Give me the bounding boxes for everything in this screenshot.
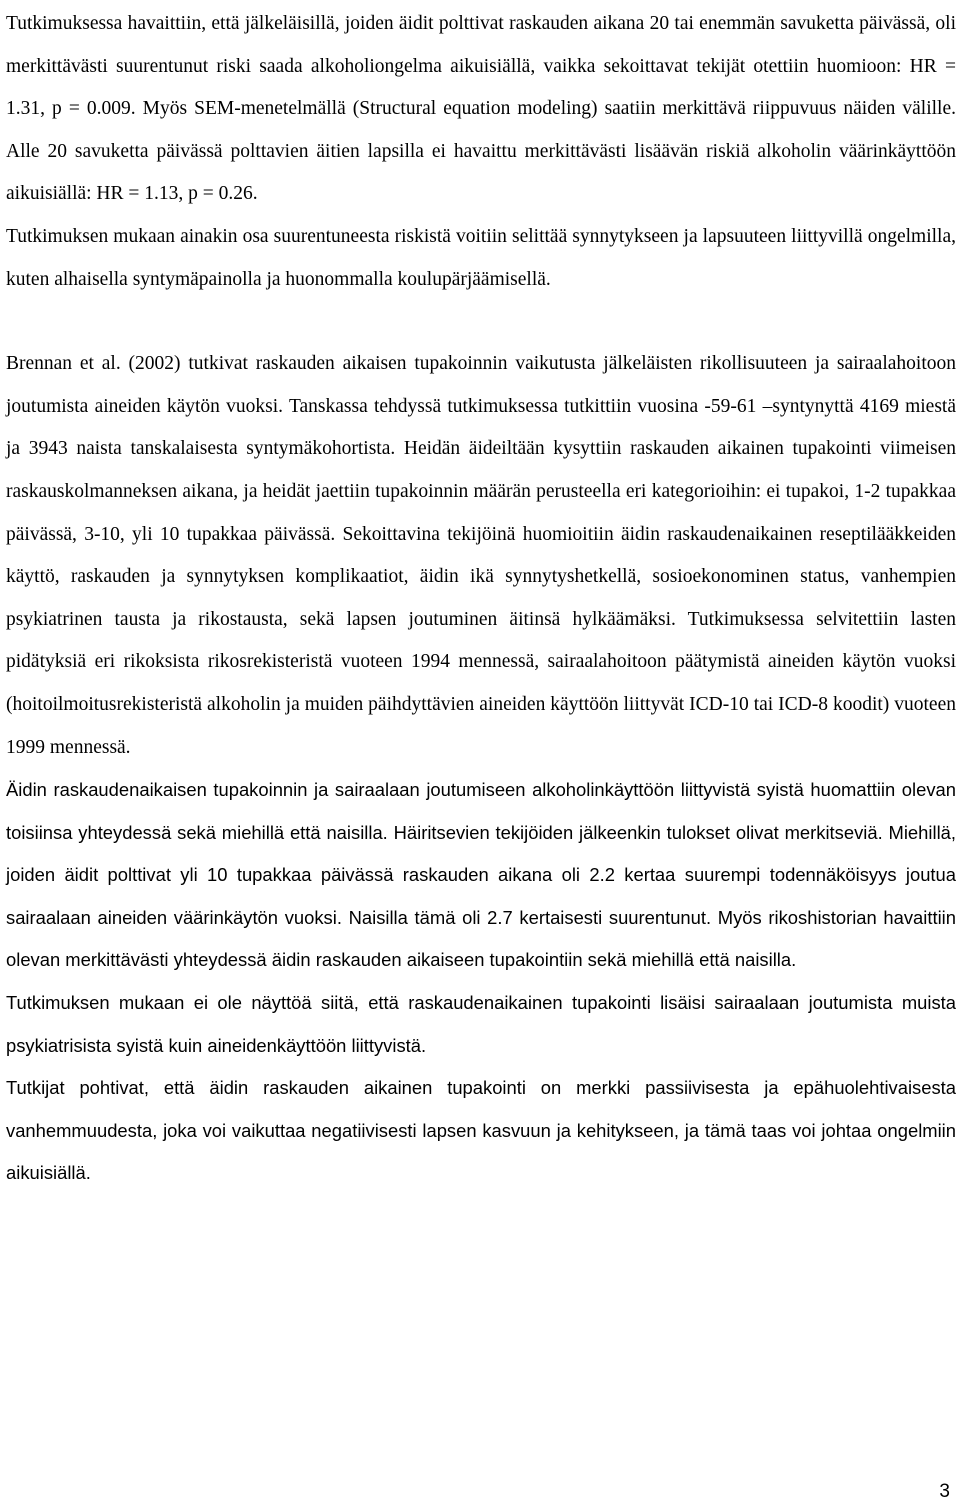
paragraph-hospitalization-findings: Äidin raskaudenaikaisen tupakoinnin ja sairaalaan joutumiseen alkoholinkäyttöön liittyvistä syistä huomattiin olevan toisiinsa yhteydessä sekä miehillä että naisilla. Häiritsevien tekijöiden jälkeenkin tulokset olivat merkitseviä. Miehillä, joiden äidit polttivat yli 10 tupakkaa päivässä raskauden aikana oli 2.2 kertaa suurempi todennäköisyys joutua sairaalaan aineiden väärinkäytön vuoksi. Naisilla tämä oli 2.7 kertaisesti suurentunut. Myös rikoshistorian havaittiin olevan merkittävästi yhteydessä äidin raskauden aikaiseen tupakointiin sekä miehillä että naisilla. — [6, 779, 956, 971]
paragraph-alcohol-risk: Tutkimuksessa havaittiin, että jälkeläisillä, joiden äidit polttivat raskauden aikana 20 tai enemmän savuketta päivässä, oli merkittävästi suurentunut riski saada alkoholiongelma aikuisiällä, vaikka sekoittavat tekijät otettiin huomioon: HR = 1.31, p = 0.009. Myös SEM-menetelmällä (Structural equation modeling) saatiin merkittävä riippuvuus näiden välille. Alle 20 savuketta päivässä polttavien äitien lapsilla ei havaittu merkittävästi lisäävän riskiä alkoholin väärinkäyttöön aikuisiällä: HR = 1.13, p = 0.26. — [6, 13, 956, 205]
paragraph-researchers-conclusion: Tutkijat pohtivat, että äidin raskauden aikainen tupakointi on merkki passiivisesta ja epähuolehtivaisesta vanhemmuudesta, joka voi vaikuttaa negatiivisesti lapsen kasvuun ja kehitykseen, ja tämä taas voi johtaa ongelmiin aikuisiällä. — [6, 1077, 956, 1184]
paragraph-no-evidence: Tutkimuksen mukaan ei ole näyttöä siitä, että raskaudenaikainen tupakointi lisäisi sairaalaan joutumista muista psykiatrisista syistä kuin aineidenkäyttöön liittyvistä. — [6, 992, 956, 1056]
document-body — [6, 3, 956, 1195]
paragraph-partial-explanation: Tutkimuksen mukaan ainakin osa suurentuneesta riskistä voitiin selittää synnytykseen ja lapsuuteen liittyvillä ongelmilla, kuten alhaisella syntymäpainolla ja huonommalla koulupärjäämisellä. — [6, 225, 956, 290]
paragraph-brennan-study: Brennan et al. (2002) tutkivat raskauden aikaisen tupakoinnin vaikutusta jälkeläisten rikollisuuteen ja sairaalahoitoon joutumista aineiden käytön vuoksi. Tanskassa tehdyssä tutkimuksessa tutkittiin vuosina -59-61 –syntynyttä 4169 miestä ja 3943 naista tanskalaisesta syntymäkohortista. Heidän äideiltään kysyttiin raskauden aikainen tupakointi viimeisen raskauskolmanneksen aikana, ja heidät jaettiin tupakoinnin määrän perusteella eri kategorioihin: ei tupakoi, 1-2 tupakkaa päivässä, 3-10, yli 10 tupakkaa päivässä. Sekoittavina tekijöinä huomioitiin äidin raskaudenaikainen reseptilääkkeiden käyttö, raskauden ja synnytyksen komplikaatiot, äidin ikä synnytyshetkellä, sosioekonominen status, vanhempien psykiatrinen tausta ja rikostausta, sekä lapsen joutuminen äitinsä hylkäämäksi. Tutkimuksessa selvitettiin lasten pidätyksiä eri rikoksista rikosrekisteristä vuoteen 1994 mennessä, sairaalahoitoon päätymistä aineiden käytön vuoksi (hoitoilmoitusrekisteristä alkoholin ja muiden päihdyttävien aineiden käyttöön liittyvät ICD-10 tai ICD-8 koodit) vuoteen 1999 mennessä. — [6, 353, 956, 758]
page-number: 3 — [939, 1481, 950, 1502]
